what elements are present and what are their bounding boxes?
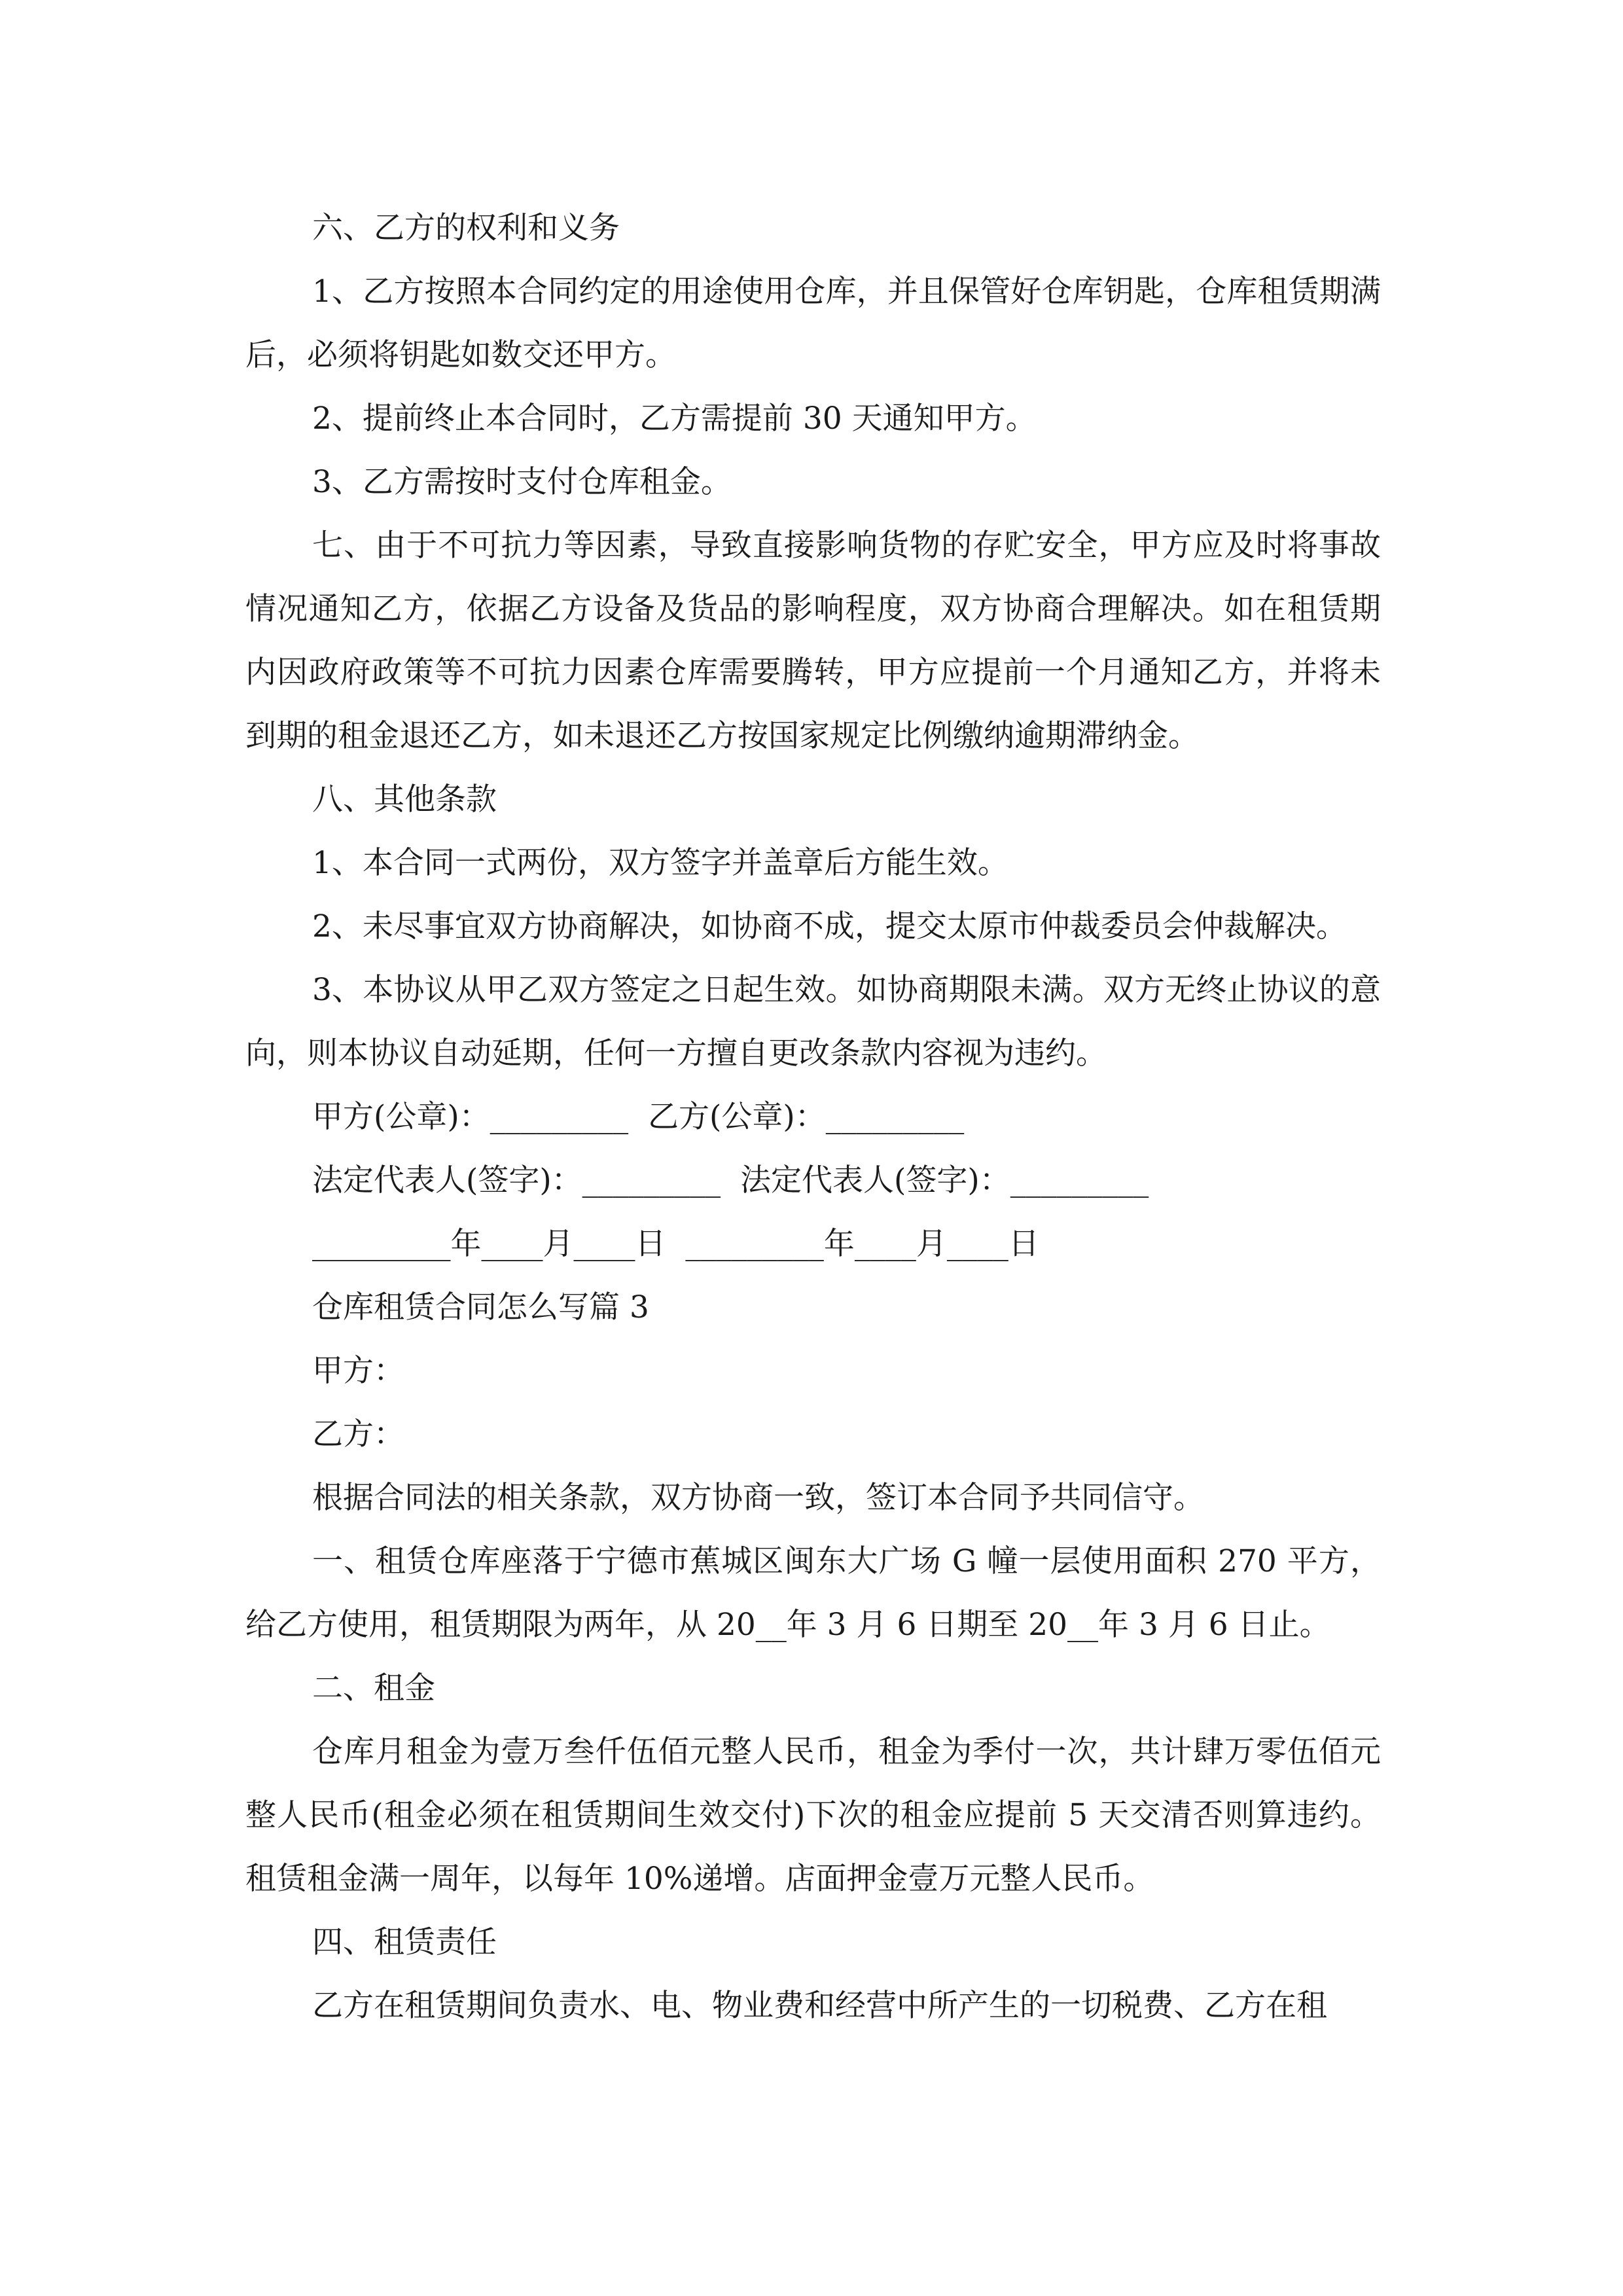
- section-8-heading: 八、其他条款: [312, 781, 497, 817]
- section-8-item-3: 3、本协议从甲乙双方签定之日起生效。如协商期限未满。双方无终止协议的意向，则本协议自动延期，任何一方擅自更改条款内容视为违约。: [245, 972, 1381, 1071]
- signature-seal-line: 甲方(公章)：_________ 乙方(公章)：_________: [312, 1099, 965, 1135]
- party-b-label: 乙方：: [312, 1416, 404, 1452]
- signature-representative-line: 法定代表人(签字)：_________ 法定代表人(签字)：_________: [312, 1162, 1149, 1198]
- contract-3-title: 仓库租赁合同怎么写篇 3: [312, 1289, 649, 1325]
- article-2-heading: 二、租金: [312, 1670, 435, 1706]
- intro-paragraph: 根据合同法的相关条款，双方协商一致，签订本合同予共同信守。: [312, 1480, 1204, 1516]
- article-2-body: 仓库月租金为壹万叁仟伍佰元整人民币，租金为季付一次，共计肆万零伍佰元整人民币(租金必须在租赁期间生效交付)下次的租金应提前 5 天交清否则算违约。租赁租金满一周年，以每年 10%递增。店面押金壹万元整人民币。: [245, 1734, 1381, 1897]
- article-4-body: 乙方在租赁期间负责水、电、物业费和经营中所产生的一切税费、乙方在租: [312, 1988, 1327, 2024]
- section-8-item-2: 2、未尽事宜双方协商解决，如协商不成，提交太原市仲裁委员会仲裁解决。: [312, 908, 1347, 944]
- section-6-item-1: 1、乙方按照本合同约定的用途使用仓库，并且保管好仓库钥匙，仓库租赁期满后，必须将钥匙如数交还甲方。: [245, 274, 1381, 373]
- section-8-item-1: 1、本合同一式两份，双方签字并盖章后方能生效。: [312, 845, 1008, 881]
- section-6-item-2: 2、提前终止本合同时，乙方需提前 30 天通知甲方。: [312, 401, 1037, 437]
- document-body: [245, 196, 1381, 2037]
- section-6-item-3: 3、乙方需按时支付仓库租金。: [312, 464, 732, 500]
- section-6-heading: 六、乙方的权利和义务: [312, 210, 620, 246]
- signature-date-line: _________年____月____日 _________年____月____日: [312, 1226, 1039, 1262]
- article-4-heading: 四、租赁责任: [312, 1924, 497, 1960]
- section-7: 七、由于不可抗力等因素，导致直接影响货物的存贮安全，甲方应及时将事故情况通知乙方，依据乙方设备及货品的影响程度，双方协商合理解决。如在租赁期内因政府政策等不可抗力因素仓库需要腾转，甲方应提前一个月通知乙方，并将未到期的租金退还乙方，如未退还乙方按国家规定比例缴纳逾期滞纳金。: [245, 528, 1381, 754]
- party-a-label: 甲方：: [312, 1353, 404, 1389]
- article-1: 一、租赁仓库座落于宁德市蕉城区闽东大广场 G 幢一层使用面积 270 平方，给乙方使用，租赁期限为两年，从 20__年 3 月 6 日期至 20__年 3 月 6 日止。: [245, 1543, 1381, 1643]
